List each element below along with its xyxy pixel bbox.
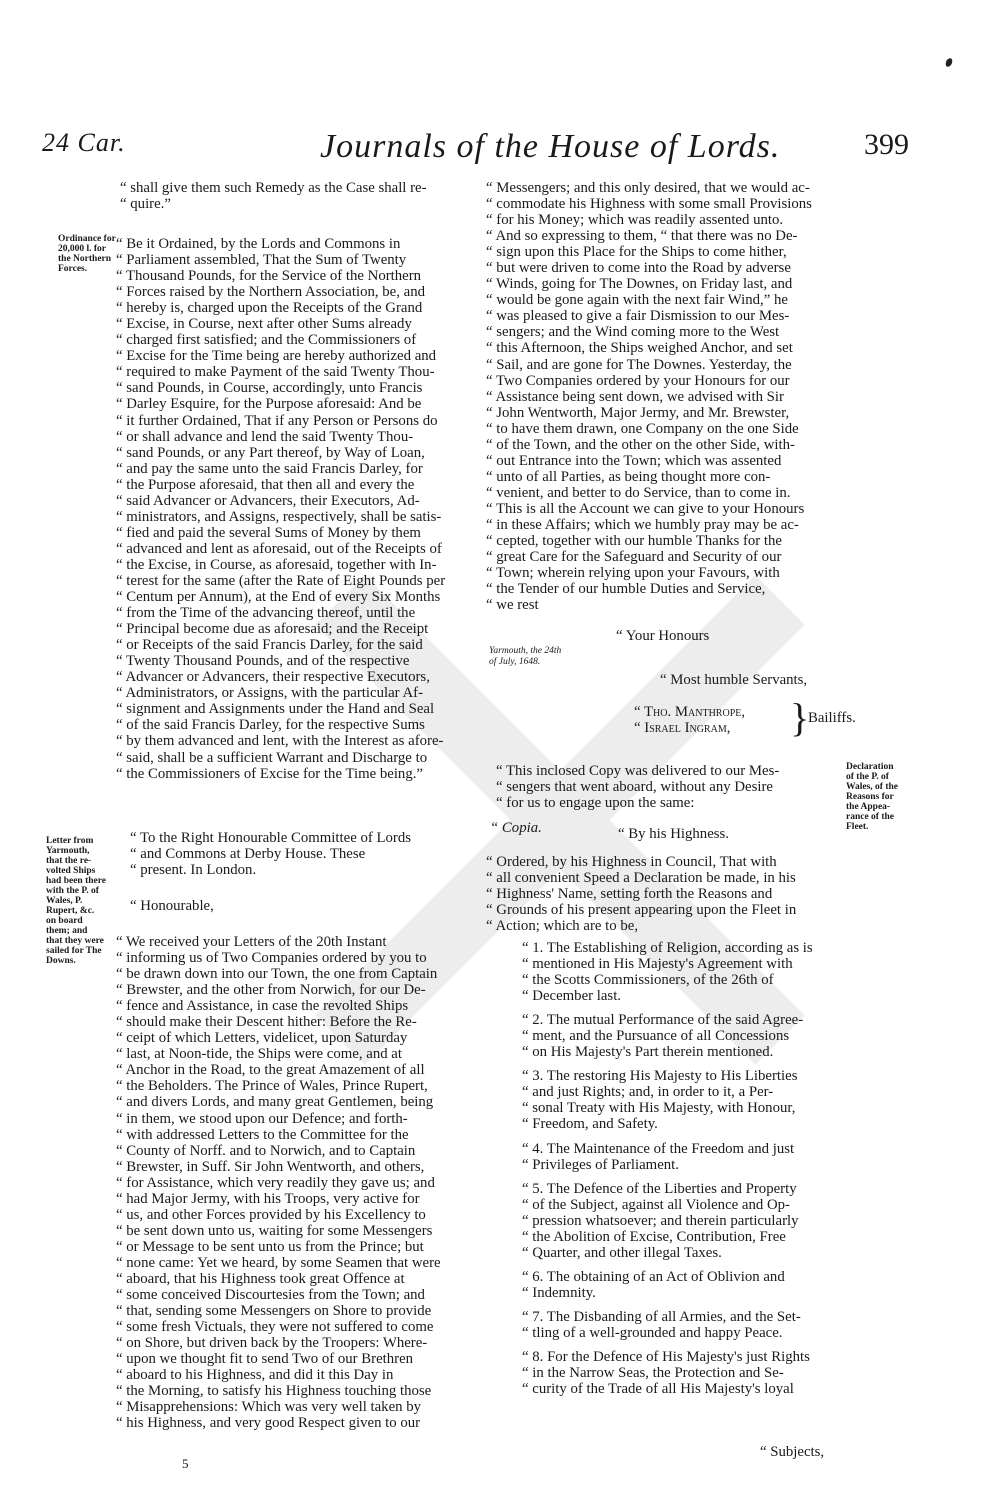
signer-role: Bailiffs. bbox=[808, 710, 856, 726]
enclosed-copy-paragraph: “ This inclosed Copy was delivered to our Mes- “ sengers that went aboard, without any Desire “ for us to engage upon the same: bbox=[496, 763, 780, 812]
salutation: “ Honourable, bbox=[130, 898, 214, 914]
reason-item: “ 3. The restoring His Majesty to His Liberties “ and just Rights; and, in order to it, a Per- “ sonal Treaty with His Majesty, with Honour, “ Freedom, and Safety. bbox=[522, 1068, 798, 1133]
regnal-year: 24 Car. bbox=[42, 128, 126, 157]
catchword: “ Subjects, bbox=[760, 1444, 825, 1460]
closing-servants: “ Most humble Servants, bbox=[660, 672, 808, 688]
page-title: Journals of the House of Lords. bbox=[320, 128, 781, 165]
letter-body-right bbox=[486, 180, 848, 613]
order-paragraph: “ Ordered, by his Highness in Council, That with “ all convenient Speed a Declaration be made, in his “ Highness' Name, setting forth the Reasons and “ Grounds of his present appearing upon the Fleet in “ Action; which are to be, bbox=[486, 854, 797, 935]
ordinance-paragraph: “ Be it Ordained, by the Lords and Commons in “ Parliament assembled, That the Sum of Twenty “ Thousand Pounds, for the Service of the Northern “ Forces raised by the Northern Association, be, and “ hereby is, charged upon the Receipts of the Grand “ Excise, in Course, next after other Sums already “ charged first satisfied; and the Commissioners of “ Excise for the Time being are hereby authorized and “ required to make Payment of the said Twenty Thou- “ sand Pounds, in Course, accordingly, unto Francis “ Darley Esquire, for the Purpose aforesaid: And be “ it further Ordained, That if any Person or Persons do “ or shall advance and lend the said Twenty Thou- “ sand Pounds, or any Part thereof, by Way of Loan, “ and pay the same unto the said Francis Darley, for “ the Purpose aforesaid, that then all and every the “ said Advancer or Advancers, their Executors, Ad- “ ministrators, and Assigns, respectively, shall be satis- “ fied and paid the several Sums of Money by them “ advanced and lent as aforesaid, out of the Receipts of “ the Excise, in Course, as aforesaid, together with In- “ terest for the same (after the Rate of Eight Pounds per “ Centum per Annum), at the End of every Six Months “ from the Time of the advancing thereof, until the “ Principal become due as aforesaid; and the Receipt “ or Receipts of the said Francis Darley, for the said “ Twenty Thousand Pounds, and of the respective “ Advancer or Advancers, their respective Executors, “ Administrators, or Assigns, with the particular Af- “ signment and Assignments under the Hand and Seal “ of the said Francis Darley, for the respective Sums “ by them advanced and lent, with the Interest as afore- “ said, shall be a sufficient Warrant and Discharge to “ the Commissioners of Excise for the Time being.” bbox=[116, 236, 446, 782]
signature-mark: 5 bbox=[182, 1456, 189, 1471]
reasons-list bbox=[522, 940, 852, 1397]
signature-bracket: } bbox=[790, 695, 810, 740]
reason-item: “ 7. The Disbanding of all Armies, and the Set- “ tling of a well-grounded and happy Peace. bbox=[522, 1308, 801, 1341]
letter-date: Yarmouth, the 24th of July, 1648. bbox=[489, 646, 562, 667]
margin-note-ordinance: Ordinance for 20,000 l. for the Northern Forces. bbox=[58, 234, 116, 274]
reason-item: “ 2. The mutual Performance of the said Agree- “ ment, and the Pursuance of all Concessions “ on His Majesty's Part therein mentioned. bbox=[522, 1012, 804, 1061]
closing-your-honours: “ Your Honours bbox=[616, 628, 710, 644]
page-number: 399 bbox=[864, 128, 909, 161]
ink-spot bbox=[944, 57, 953, 68]
reason-item: “ 1. The Establishing of Religion, according as is “ mentioned in His Majesty's Agreement with “ the Scotts Commissioners, of the 26th of “ December last. bbox=[522, 940, 813, 1005]
letter-address bbox=[116, 830, 476, 878]
reason-item: “ 8. For the Defence of His Majesty's just Rights “ in the Narrow Seas, the Protection and Se- “ curity of the Trade of all His Majesty's loyal bbox=[522, 1349, 810, 1398]
reason-item: “ 5. The Defence of the Liberties and Property “ of the Subject, against all Violence and Op- “ pression whatsoever; and therein particularly “ the Abolition of Excise, Contribution, Free “ Quarter, and other illegal Taxes. bbox=[522, 1180, 799, 1261]
order-text bbox=[486, 854, 848, 934]
by-his-highness: “ By his Highness. bbox=[618, 826, 729, 842]
letter-address-paragraph: “ To the Right Honourable Committee of Lords “ and Commons at Derby House. These “ present. In London. bbox=[130, 830, 412, 879]
margin-note-letter: Letter from Yarmouth, that the re- volted Ships had been there with the P. of Wales, P. Rupert, &c. on board them; and that they were sailed for The Downs. bbox=[46, 836, 106, 966]
left-column bbox=[116, 180, 476, 212]
letter-paragraph-left: “ We received your Letters of the 20th Instant “ informing us of Two Companies ordered by you to “ be drawn down into our Town, the one from Captain “ Brewster, and the other from Norwich, for our De- “ fence and Assistance, in case the revolted Ships “ should make their Descent hither: Before the Re- “ ceipt of which Letters, videlicet, upon Saturday “ last, at Noon-tide, the Ships were come, and at “ Anchor in the Road, to the great Amazement of all “ the Beholders. The Prince of Wales, Prince Rupert, “ and divers Lords, and many great Gentlemen, being “ in them, we stood upon our Defence; and forth- “ with addressed Letters to the Committee for the “ County of Norff. and to Norwich, and to Captain “ Brewster, in Suff. Sir John Wentworth, and others, “ for Assistance, which very readily they gave us; and “ had Major Jermy, with his Troops, very active for “ us, and other Forces provided by his Excellency to “ be sent down unto us, waiting for some Messengers “ or Message to be sent unto us from the Prince; but “ none came: Yet we heard, by some Seamen that were “ aboard, that his Highness took great Offence at “ some conceived Discourtesies from the Town; and “ that, sending some Messengers on Shore to provide “ some fresh Victuals, they were not suffered to come “ on Shore, but driven back by the Troopers: Where- “ upon we thought fit to send Two of our Brethren “ aboard to his Highness, and did it this Day in “ the Morning, to satisfy his Highness touching those “ Misapprehensions: Which was very well taken by “ his Highness, and very good Respect given to our bbox=[116, 934, 441, 1432]
reason-item: “ 4. The Maintenance of the Freedom and just “ Privileges of Parliament. bbox=[522, 1140, 795, 1173]
letter-paragraph-right: “ Messengers; and this only desired, that we would ac- “ commodate his Highness with some small Provisions “ for his Money; which was readily assented unto. “ And so expressing to them, “ that there was no De- “ sign upon this Place for the Ships to come hither, “ but were driven to come into the Road by adverse “ Winds, going for The Downes, on Friday last, and “ would be gone again with the next fair Wind,” he “ was pleased to give a fair Dismission to our Mes- “ sengers; and the Wind coming more to the West “ this Afternoon, the Ships weighed Anchor, and set “ Sail, and are gone for The Downes. Yesterday, the “ Two Companies ordered by your Honours for our “ Assistance being sent down, we advised with Sir “ John Wentworth, Major Jermy, and Mr. Brewster, “ to have them drawn, one Company on the one Side “ of the Town, and the other on the other Side, with- “ out Entrance into the Town; which was assented “ unto of all Parties, as being thought more con- “ venient, and better to do Service, than to come in. “ This is all the Account we can give to your Honours “ in these Affairs; which we humbly pray may be ac- “ cepted, together with our humble Thanks for the “ great Care for the Safeguard and Security of our “ Town; wherein relying upon your Favours, with “ the Tender of our humble Duties and Service, “ we rest bbox=[486, 180, 812, 614]
signer-manthrope: “ Tho. Manthrope, bbox=[634, 704, 746, 720]
signer-ingram: “ Israel Ingram, bbox=[634, 720, 731, 736]
copia-label: “ Copia. bbox=[490, 820, 542, 836]
ordinance-text bbox=[116, 236, 476, 782]
enclosed-copy-note bbox=[486, 763, 846, 811]
left-paragraph-1: “ shall give them such Remedy as the Case shall re- “ quire.” bbox=[120, 180, 427, 213]
letter-salutation bbox=[116, 898, 476, 914]
letter-body-left bbox=[116, 934, 476, 1431]
reason-item: “ 6. The obtaining of an Act of Oblivion and “ Indemnity. bbox=[522, 1268, 785, 1301]
margin-note-declaration: Declaration of the P. of Wales, of the Reasons for the Appea- rance of the Fleet. bbox=[846, 762, 898, 832]
